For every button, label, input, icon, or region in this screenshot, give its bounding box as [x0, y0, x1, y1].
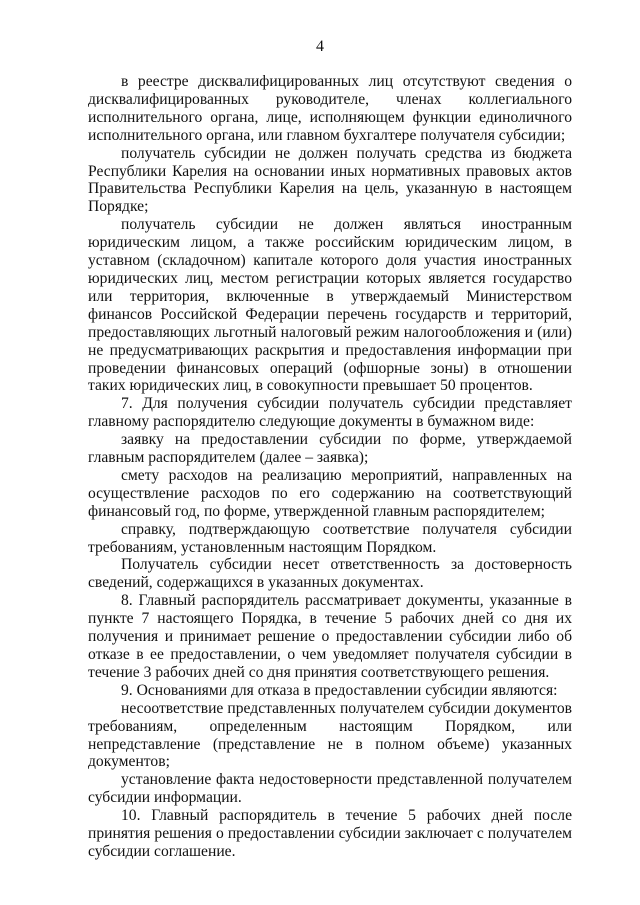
paragraph-compliance-certificate: справку, подтверждающую соответствие получателя субсидии требованиям, установленным настоящим Порядком. — [88, 520, 572, 556]
paragraph-cost-estimate: смету расходов на реализацию мероприятий, направленных на осуществление расходов по его содержанию на соответствующий финансовый год, по форме, утвержденной главным распорядителем; — [88, 466, 572, 520]
paragraph-noncompliance: несоответствие представленных получателем субсидии документов требованиям, определенным настоящим Порядком, или непредставление (представление не в полном объеме) указанных документов; — [88, 699, 572, 771]
paragraph-item-10-agreement: 10. Главный распорядитель в течение 5 рабочих дней после принятия решения о предоставлении субсидии заключает с получателем субсидии соглашение. — [88, 807, 572, 860]
paragraph-registry-disqualified: в реестре дисквалифицированных лиц отсутствуют сведения о дисквалифицированных руководителе, членах коллегиального исполнительного органа, лице, исполняющем функции единоличного исполнительного органа, или главном бухгалтере получателя субсидии; — [88, 73, 572, 144]
paragraph-responsibility: Получатель субсидии несет ответственность за достоверность сведений, содержащихся в указанных документах. — [88, 556, 572, 592]
paragraph-item-9-refusal-grounds: 9. Основаниями для отказа в предоставлении субсидии являются: — [121, 681, 558, 699]
page-number: 4 — [316, 38, 324, 55]
paragraph-false-information: установление факта недостоверности представленной получателем субсидии информации. — [88, 771, 572, 807]
paragraph-not-foreign-entity: получатель субсидии не должен являться иностранным юридическим лицом, а также российским юридическим лицом, в уставном (складочном) капитале которого доля участия иностранных юридических лиц, местом регистрации которых является государство или территория, включенные в утверждаемый Министерством финансов Российской Федерации перечень государств и территорий, предоставляющих льготный налоговый режим налогообложения и (или) не предусматривающих раскрытия и предоставления информации при проведении финансовых операций (офшорные зоны) в отношении таких юридических лиц, в совокупности превышает 50 процентов. — [88, 216, 572, 395]
paragraph-no-other-budget-funds: получатель субсидии не должен получать средства из бюджета Республики Карелия на основании иных нормативных правовых актов Правительства Республики Карелия на цель, указанную в настоящем Порядке; — [88, 144, 572, 216]
document-body — [88, 73, 572, 861]
paragraph-application: заявку на предоставлении субсидии по форме, утверждаемой главным распорядителем (далее – заявка); — [88, 431, 572, 467]
paragraph-item-8-review: 8. Главный распорядитель рассматривает документы, указанные в пункте 7 настоящего Порядка, в течение 5 рабочих дней со дня их получения и принимает решение о предоставлении субсидии либо об отказе в ее предоставлении, о чем уведомляет получателя субсидии в течение 3 рабочих дней со дня принятия соответствующего решения. — [88, 592, 572, 681]
paragraph-item-7-documents: 7. Для получения субсидии получатель субсидии представляет главному распорядителю следующие документы в бумажном виде: — [88, 395, 572, 431]
